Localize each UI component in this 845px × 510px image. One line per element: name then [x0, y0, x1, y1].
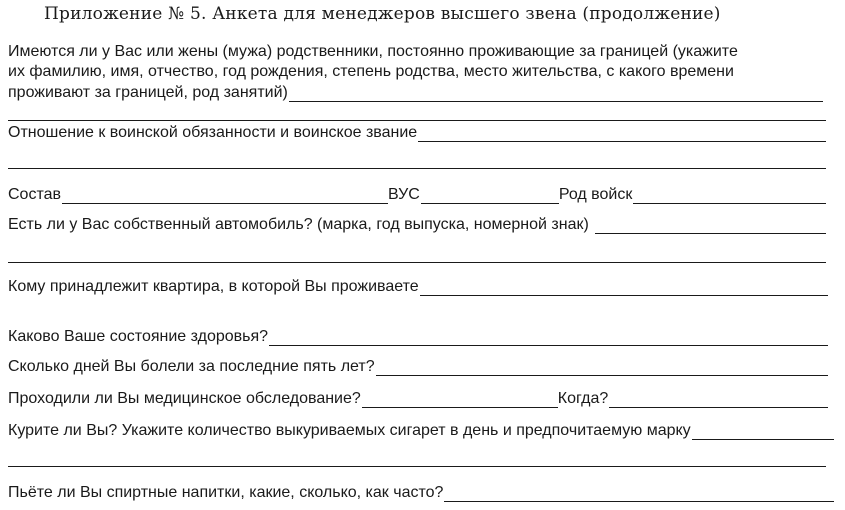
- apartment-answer-field[interactable]: [420, 281, 828, 296]
- health-label: Каково Ваше состояние здоровья?: [8, 328, 269, 345]
- page-title: Приложение № 5. Анкета для менеджеров высшего звена (продолжение): [44, 4, 721, 24]
- composition-label: Состав: [8, 186, 61, 203]
- relatives-answer-extra-line[interactable]: [8, 120, 826, 121]
- car-question-row: [8, 216, 826, 234]
- drinking-question-row: [8, 484, 834, 502]
- relatives-question-line-2: их фамилию, имя, отчество, год рождения, степень родства, место жительства, с какого времени: [8, 63, 734, 80]
- sick-days-question-row: [8, 358, 828, 376]
- relatives-question-line-1: Имеются ли у Вас или жены (мужа) родственники, постоянно проживающие за границей (укажите: [8, 43, 738, 60]
- military-answer-field[interactable]: [418, 127, 826, 142]
- smoking-answer-extra-line[interactable]: [8, 466, 826, 467]
- smoking-question-row: [8, 422, 834, 440]
- car-answer-extra-line[interactable]: [8, 262, 826, 263]
- relatives-question-row: [8, 84, 823, 102]
- smoking-label: Курите ли Вы? Укажите количество выкуриваемых сигарет в день и предпочитаемую марку: [8, 422, 691, 439]
- apartment-label: Кому принадлежит квартира, в которой Вы проживаете: [8, 278, 419, 295]
- when-label: Когда?: [557, 390, 609, 407]
- vus-field[interactable]: [421, 189, 559, 204]
- drinking-answer-field[interactable]: [444, 487, 834, 502]
- car-answer-field[interactable]: [595, 219, 826, 234]
- smoking-answer-field[interactable]: [692, 425, 834, 440]
- medical-exam-question-row: [8, 390, 828, 408]
- military-answer-extra-line[interactable]: [8, 168, 826, 169]
- relatives-question-line-3: проживают за границей, род занятий): [8, 84, 288, 101]
- sick-days-answer-field[interactable]: [376, 361, 828, 376]
- medical-exam-answer-field[interactable]: [362, 393, 558, 408]
- health-answer-field[interactable]: [269, 331, 828, 346]
- military-question-row: [8, 124, 826, 142]
- sick-days-label: Сколько дней Вы болели за последние пять лет?: [8, 358, 375, 375]
- branch-label: Род войск: [558, 186, 633, 203]
- medical-exam-label: Проходили ли Вы медицинское обследование?: [8, 390, 361, 407]
- health-question-row: [8, 328, 828, 346]
- branch-field[interactable]: [633, 189, 826, 204]
- drinking-label: Пьёте ли Вы спиртные напитки, какие, сколько, как часто?: [8, 484, 444, 501]
- military-details-row: [8, 186, 826, 204]
- vus-label: ВУС: [388, 186, 420, 203]
- when-answer-field[interactable]: [609, 393, 828, 408]
- relatives-answer-field[interactable]: [289, 87, 823, 102]
- composition-field[interactable]: [62, 189, 388, 204]
- apartment-question-row: [8, 278, 828, 296]
- military-label: Отношение к воинской обязанности и воинское звание: [8, 124, 418, 141]
- car-label: Есть ли у Вас собственный автомобиль? (марка, год выпуска, номерной знак): [8, 216, 589, 233]
